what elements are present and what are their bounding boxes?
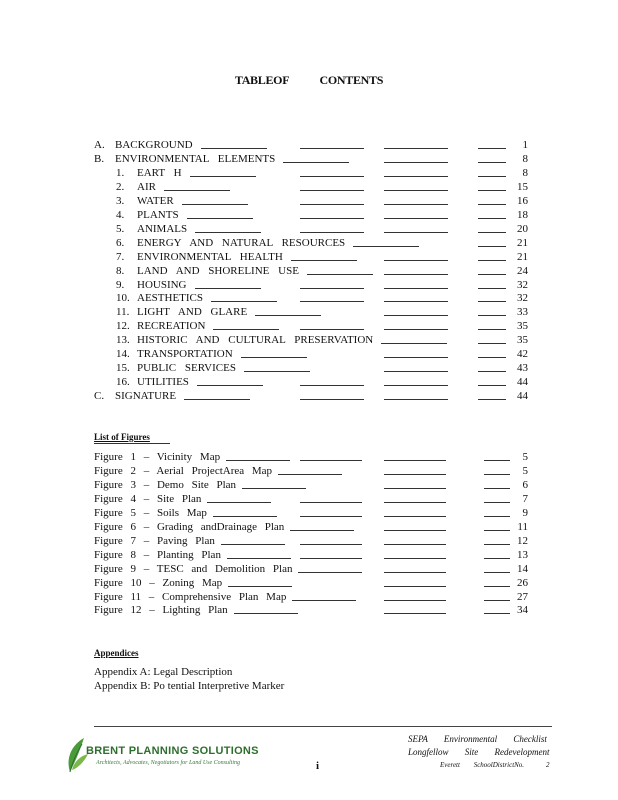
leader-line — [384, 600, 446, 601]
leader-line — [384, 474, 446, 475]
leader-line — [384, 329, 448, 330]
figure-entry-page: 12 — [517, 534, 528, 547]
leader-line — [182, 204, 248, 205]
leader-line — [244, 371, 310, 372]
leader-line — [221, 544, 285, 545]
leader-line — [300, 301, 364, 302]
appendices-heading: Appendices — [94, 648, 139, 658]
leader-line — [384, 488, 446, 489]
leader-line — [484, 488, 510, 489]
toc-entry-number: 7. — [116, 250, 125, 263]
toc-entry — [94, 291, 528, 305]
leader-line — [478, 148, 506, 149]
toc-entry-page: 35 — [517, 334, 528, 347]
leader-line — [478, 260, 506, 261]
logo-wordmark: BRENT PLANNING SOLUTIONS — [86, 745, 259, 757]
toc-entry-number: 10. — [116, 292, 130, 305]
toc-entry — [94, 347, 528, 361]
leader-line — [384, 460, 446, 461]
figure-entry-page: 27 — [517, 590, 528, 603]
toc-entry — [94, 333, 528, 347]
toc-entry-page: 21 — [517, 236, 528, 249]
leader-line — [300, 204, 364, 205]
page-number: i — [316, 760, 320, 772]
figure-entry-label: Figure 4 – Site Plan — [94, 492, 202, 505]
leader-line — [484, 613, 510, 614]
toc-entry — [94, 389, 528, 403]
leader-line — [484, 502, 510, 503]
leader-line — [213, 329, 279, 330]
toc-entry-page: 24 — [517, 264, 528, 277]
figure-entry — [94, 506, 528, 520]
toc-entry-page: 20 — [517, 222, 528, 235]
toc-entry-number: 1. — [116, 166, 125, 179]
figure-entry — [94, 534, 528, 548]
leader-line — [300, 544, 362, 545]
footer-district-number: 2 — [546, 761, 550, 769]
leader-line — [298, 572, 362, 573]
leader-line — [384, 502, 446, 503]
figure-entry-page: 34 — [517, 604, 528, 617]
toc-entry — [94, 375, 528, 389]
figure-entry-page: 5 — [522, 464, 528, 477]
leader-line — [478, 288, 506, 289]
leader-line — [384, 586, 446, 587]
appendix-list — [94, 665, 284, 693]
figure-entry-label: Figure 5 – Soils Map — [94, 506, 207, 519]
leader-line — [478, 232, 506, 233]
leader-line — [300, 399, 364, 400]
toc-entry-label: AIR — [137, 180, 156, 193]
toc-entry-label: TRANSPORTATION — [137, 348, 233, 361]
leader-line — [184, 399, 250, 400]
leader-line — [384, 176, 448, 177]
figure-entry-page: 13 — [517, 548, 528, 561]
leader-line — [227, 558, 291, 559]
leader-line — [207, 502, 271, 503]
leader-line — [241, 357, 307, 358]
toc-entry-label: HISTORIC AND CULTURAL PRESERVATION — [137, 334, 374, 347]
leader-line — [384, 274, 448, 275]
leader-line — [478, 399, 506, 400]
toc-entry — [94, 319, 528, 333]
leader-line — [484, 586, 510, 587]
toc-entry-number: 12. — [116, 320, 130, 333]
figure-entry — [94, 548, 528, 562]
figure-entry — [94, 590, 528, 604]
toc-entry-number: 4. — [116, 208, 125, 221]
leader-line — [478, 218, 506, 219]
leader-line — [292, 600, 356, 601]
leader-line — [384, 301, 448, 302]
leader-line — [478, 329, 506, 330]
leader-line — [384, 232, 448, 233]
toc-entry-page: 1 — [522, 139, 528, 151]
toc-entry — [94, 305, 528, 319]
leader-line — [300, 288, 364, 289]
figure-entry — [94, 520, 528, 534]
toc-entry-label: HOUSING — [137, 278, 187, 291]
figure-entry — [94, 478, 528, 492]
leader-line — [384, 162, 448, 163]
toc-entry — [94, 278, 528, 292]
leader-line — [384, 357, 448, 358]
toc-entry-label: UTILITIES — [137, 376, 189, 389]
toc-entry-page: 18 — [517, 208, 528, 221]
toc-entry-page: 16 — [517, 194, 528, 207]
leader-line — [255, 315, 321, 316]
toc-entry-label: WATER — [137, 194, 174, 207]
footer-project-name: Longfellow Site Redevelopment — [408, 747, 550, 757]
toc-entry-page: 21 — [517, 250, 528, 263]
figure-entry — [94, 450, 528, 464]
footer-divider — [94, 726, 552, 727]
leader-line — [187, 218, 253, 219]
toc-entry-page: 44 — [517, 376, 528, 389]
toc-entry-label: LIGHT AND GLARE — [137, 306, 248, 319]
toc-entry — [94, 236, 528, 250]
toc-entry — [94, 166, 528, 180]
toc-entry-page: 42 — [517, 348, 528, 361]
figure-entry — [94, 603, 528, 617]
figure-entry-label: Figure 12 – Lighting Plan — [94, 604, 228, 617]
toc-entry-number: 3. — [116, 194, 125, 207]
leader-line — [195, 288, 261, 289]
toc-entry-page: 15 — [517, 180, 528, 193]
toc-entry-number: 6. — [116, 236, 125, 249]
figures-heading-underline — [94, 443, 170, 444]
figure-entry-label: Figure 2 – Aerial ProjectArea Map — [94, 464, 273, 477]
leader-line — [384, 399, 448, 400]
toc-entry-label: RECREATION — [137, 320, 206, 333]
toc-entry-page: 35 — [517, 320, 528, 333]
leader-line — [300, 516, 362, 517]
figure-entry-label: Figure 7 – Paving Plan — [94, 534, 215, 547]
toc-entry-number: 15. — [116, 362, 130, 375]
toc-entry-label: EART H — [137, 166, 182, 179]
toc-entry — [94, 152, 528, 166]
toc-entry-number: 2. — [116, 180, 125, 193]
leader-line — [484, 460, 510, 461]
leader-line — [307, 274, 373, 275]
toc-entry-number: 14. — [116, 348, 130, 361]
leader-line — [478, 274, 506, 275]
leader-line — [283, 162, 349, 163]
toc-entry-page: 33 — [517, 306, 528, 319]
leader-line — [381, 343, 447, 344]
figure-entry-label: Figure 3 – Demo Site Plan — [94, 478, 237, 491]
leader-line — [384, 516, 446, 517]
toc-entry-label: ENERGY AND NATURAL RESOURCES — [137, 236, 346, 249]
leader-line — [201, 148, 267, 149]
toc-entry-label: BACKGROUND — [115, 139, 193, 151]
figure-entry — [94, 464, 528, 478]
leader-line — [384, 544, 446, 545]
leader-line — [164, 190, 230, 191]
figure-entry-page: 6 — [522, 478, 528, 491]
toc-entry-label: ENVIRONMENTAL ELEMENTS — [115, 152, 276, 165]
leader-line — [213, 516, 277, 517]
figure-entry-page: 11 — [517, 520, 528, 533]
leader-line — [226, 460, 290, 461]
leader-line — [353, 246, 419, 247]
appendix-item-a: Appendix A: Legal Description — [94, 666, 233, 678]
leader-line — [484, 558, 510, 559]
leader-line — [300, 190, 364, 191]
leader-line — [278, 474, 342, 475]
leader-line — [300, 232, 364, 233]
figure-entry-label: Figure 9 – TESC and Demolition Plan — [94, 562, 293, 575]
toc-entry-label: PUBLIC SERVICES — [137, 362, 236, 375]
leader-line — [242, 488, 306, 489]
leader-line — [384, 288, 448, 289]
page-title: TABLEOF CONTENTS — [234, 73, 384, 87]
toc-entry — [94, 250, 528, 264]
leader-line — [234, 613, 298, 614]
leader-line — [300, 329, 364, 330]
toc-entry-page: 8 — [522, 166, 528, 179]
leader-line — [478, 371, 506, 372]
logo-tagline: Architects, Advocates, Negotiators for Land Use Consulting — [96, 760, 240, 766]
leader-line — [478, 190, 506, 191]
leader-line — [384, 613, 446, 614]
leader-line — [384, 572, 446, 573]
figure-entry-page: 5 — [522, 451, 528, 463]
leader-line — [478, 204, 506, 205]
leader-line — [478, 385, 506, 386]
toc-entry — [94, 138, 528, 152]
figure-entry-page: 14 — [517, 562, 528, 575]
leader-line — [384, 530, 446, 531]
figure-entry — [94, 562, 528, 576]
leader-line — [384, 218, 448, 219]
leader-line — [211, 301, 277, 302]
figure-entry-label: Figure 8 – Planting Plan — [94, 548, 221, 561]
leader-line — [300, 460, 362, 461]
toc-entry-number: 5. — [116, 222, 125, 235]
leader-line — [300, 148, 364, 149]
toc-entry-page: 32 — [517, 292, 528, 305]
toc-entry-number: 16. — [116, 376, 130, 389]
toc-entry-page: 43 — [517, 362, 528, 375]
figure-entry-page: 9 — [522, 506, 528, 519]
toc-entry — [94, 361, 528, 375]
leader-line — [484, 600, 510, 601]
leader-line — [484, 530, 510, 531]
toc-entry-label: ENVIRONMENTAL HEALTH — [137, 250, 283, 263]
toc-entry-page: 8 — [522, 152, 528, 165]
footer-district: Everett SchoolDistrictNo. — [440, 761, 525, 769]
leader-line — [384, 260, 448, 261]
leader-line — [197, 385, 263, 386]
toc-entry-number: B. — [94, 152, 105, 165]
leader-line — [291, 260, 357, 261]
figure-entry — [94, 492, 528, 506]
leader-line — [384, 148, 448, 149]
leader-line — [228, 586, 292, 587]
toc-entry-label: AESTHETICS — [137, 292, 203, 305]
leader-line — [384, 371, 448, 372]
toc-entry — [94, 194, 528, 208]
leader-line — [300, 218, 364, 219]
leader-line — [300, 502, 362, 503]
toc-entry-label: ANIMALS — [137, 222, 188, 235]
toc-entry-number: A. — [94, 139, 105, 151]
figure-entry-label: Figure 10 – Zoning Map — [94, 576, 223, 589]
leader-line — [384, 385, 448, 386]
footer-doc-title: SEPA Environmental Checklist — [408, 734, 547, 744]
toc-entry — [94, 264, 528, 278]
figure-entry-page: 7 — [522, 492, 528, 505]
leader-line — [478, 176, 506, 177]
leader-line — [384, 315, 448, 316]
leader-line — [484, 544, 510, 545]
figure-entry — [94, 576, 528, 590]
leader-line — [300, 385, 364, 386]
leader-line — [484, 474, 510, 475]
figure-entry-label: Figure 1 – Vicinity Map — [94, 451, 221, 463]
toc-entry-label: SIGNATURE — [115, 390, 177, 403]
toc-entry-number: 8. — [116, 264, 125, 277]
toc-entry-number: C. — [94, 390, 105, 403]
leader-line — [384, 204, 448, 205]
leader-line — [290, 530, 354, 531]
toc-entry-page: 32 — [517, 278, 528, 291]
toc-entry-number: 9. — [116, 278, 125, 291]
toc-entry — [94, 222, 528, 236]
appendix-item-b: Appendix B: Po tential Interpretive Marker — [94, 680, 285, 692]
figure-entry-page: 26 — [517, 576, 528, 589]
leader-line — [478, 315, 506, 316]
leader-line — [484, 572, 510, 573]
leader-line — [300, 176, 364, 177]
leader-line — [384, 558, 446, 559]
toc-entry-number: 13. — [116, 334, 130, 347]
leader-line — [478, 162, 506, 163]
figure-entry-label: Figure 6 – Grading andDrainage Plan — [94, 520, 285, 533]
toc-entry — [94, 208, 528, 222]
toc-entry-page: 44 — [517, 390, 528, 403]
leader-line — [478, 301, 506, 302]
figures-heading: List of Figures — [94, 432, 150, 442]
toc-entry-label: LAND AND SHORELINE USE — [137, 264, 299, 277]
leader-line — [300, 558, 362, 559]
figure-entry-label: Figure 11 – Comprehensive Plan Map — [94, 590, 287, 603]
leader-line — [190, 176, 256, 177]
toc-entry — [94, 180, 528, 194]
leader-line — [484, 516, 510, 517]
leader-line — [478, 246, 506, 247]
toc-entry-number: 11. — [116, 306, 130, 319]
leader-line — [384, 190, 448, 191]
toc-entry-label: PLANTS — [137, 208, 179, 221]
leader-line — [478, 343, 506, 344]
leader-line — [478, 357, 506, 358]
leader-line — [195, 232, 261, 233]
